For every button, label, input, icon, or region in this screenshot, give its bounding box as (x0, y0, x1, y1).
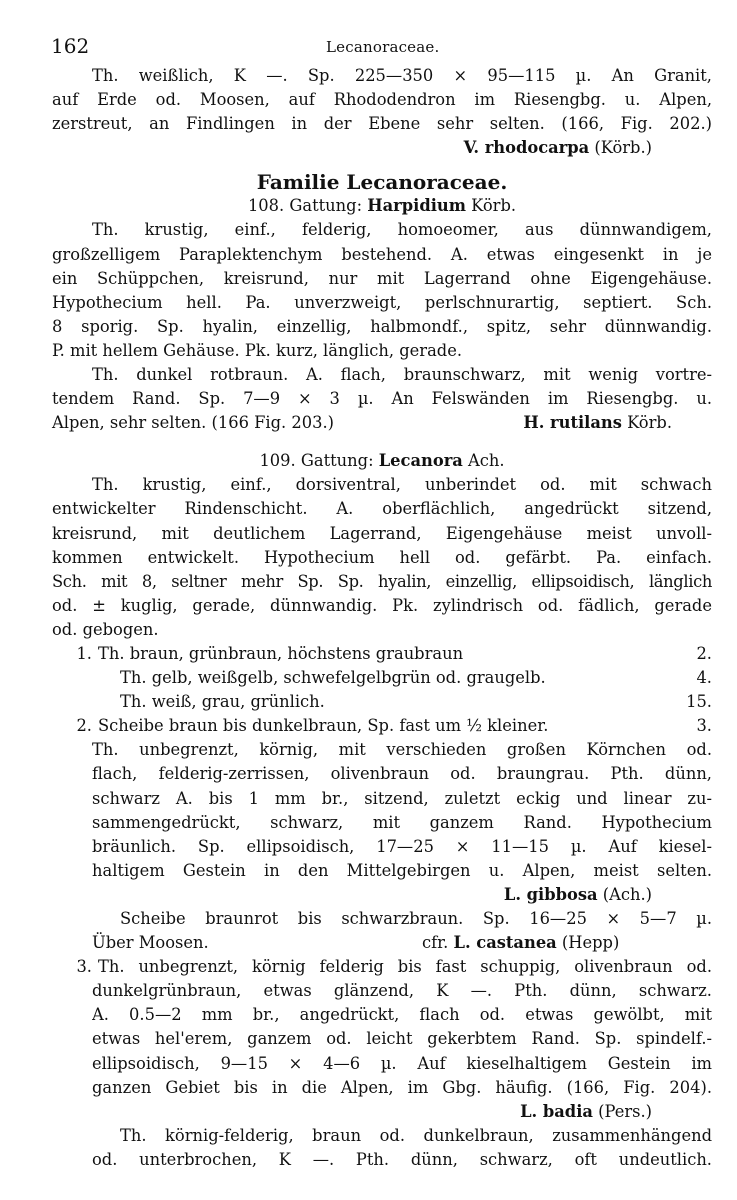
text-line: ein Schüppchen, kreisrund, nur mit Lagerrand ohne Eigengehäuse. (52, 268, 712, 288)
text-line: od. unterbrochen, K —. Pth. dünn, schwarz, oft undeutlich. (92, 1149, 712, 1169)
text-line: od. gebogen. (52, 619, 159, 639)
text-line: auf Erde od. Moosen, auf Rhododendron im Riesengbg. u. Alpen, (52, 90, 712, 110)
species-name-line: L. badia (Pers.) (52, 1100, 712, 1124)
genus-name: Harpidium (367, 196, 466, 216)
genus-heading-108: 108. Gattung: Harpidium Körb. (52, 194, 712, 218)
genus-name: Lecanora (378, 451, 463, 471)
key-number: 1. (76, 643, 92, 663)
text-line: dunkelgrünbraun, etwas glänzend, K —. Pth. dünn, schwarz. (92, 981, 712, 1001)
species-name: L. gibbosa (503, 884, 598, 904)
text-line: P. mit hellem Gehäuse. Pk. kurz, länglich, gerade. (52, 340, 463, 360)
genus-heading-109: 109. Gattung: Lecanora Ach. (52, 435, 712, 473)
page-number: 162 (51, 34, 90, 58)
key-reference: 15. (686, 692, 712, 712)
text-line: flach, felderig-zerrissen, olivenbraun od. braungrau. Pth. dünn, (92, 764, 712, 784)
key-entry-3: 3. Th. unbegrenzt, körnig felderig bis fast schuppig, olivenbraun od. (52, 955, 712, 979)
text-line: Th. weißlich, K —. Sp. 225—350 × 95—115 µ. An Granit, (92, 66, 712, 85)
text-line: Scheibe braunrot bis schwarzbraun. Sp. 16—25 × 5—7 µ. (120, 909, 712, 928)
key-reference: 2. (696, 643, 712, 663)
text-line: zerstreut, an Findlingen in der Ebene sehr selten. (166, Fig. 202.) (52, 114, 712, 134)
species-name: V. rhodocarpa (463, 138, 590, 158)
text-line: od. ± kuglig, gerade, dünnwandig. Pk. zylindrisch od. fädlich, gerade (52, 595, 712, 615)
text-line: Hypothecium hell. Pa. unverzweigt, perlschnurartig, septiert. Sch. (52, 292, 712, 312)
text-line: haltigem Gestein in den Mittelgebirgen u. Alpen, meist selten. (92, 860, 712, 880)
text-line: Sch. mit 8, seltner mehr Sp. Sp. hyalin, einzellig, ellipsoidisch, länglich (52, 571, 712, 591)
text-line: A. 0.5—2 mm br., angedrückt, flach od. etwas gewölbt, mit (92, 1005, 712, 1025)
text-line: tendem Rand. Sp. 7—9 × 3 µ. An Felswänden im Riesengbg. u. (52, 389, 712, 409)
text-line: ellipsoidisch, 9—15 × 4—6 µ. Auf kieselhaltigem Gestein im (92, 1053, 712, 1073)
key-number: 2. (76, 716, 92, 736)
key-reference: 3. (696, 716, 712, 736)
species-name: L. castanea (453, 933, 557, 953)
text-line: Über Moosen. cfr. L. castanea (Hepp) (52, 931, 712, 955)
page-header (51, 34, 691, 60)
text-line: Th. körnig-felderig, braun od. dunkelbraun, zusammenhängend (120, 1125, 712, 1145)
page-body (52, 64, 712, 1172)
key-entry-2: 2. Scheibe braun bis dunkelbraun, Sp. fast um ½ kleiner. 3. (52, 714, 712, 738)
running-head: Lecanoraceae. (326, 38, 440, 56)
species-name-line: L. gibbosa (Ach.) (52, 883, 712, 907)
key-reference: 4. (696, 668, 712, 688)
species-name: L. badia (520, 1101, 593, 1121)
key-number: 3. (76, 957, 92, 977)
key-entry-1: 1. Th. braun, grünbraun, höchstens graubraun 2. (52, 642, 712, 666)
text-line: Alpen, sehr selten. (166 Fig. 203.) H. rutilans Körb. (52, 411, 712, 435)
text-line: Th. unbegrenzt, körnig, mit verschieden großen Körnchen od. (92, 740, 712, 760)
text-line: Th. krustig, einf., dorsiventral, unberindet od. mit schwach (92, 475, 712, 495)
text-line: entwickelter Rindenschicht. A. oberflächlich, angedrückt sitzend, (52, 499, 712, 519)
key-entry-1b: Th. gelb, weißgelb, schwefelgelbgrün od. graugelb. 4. (52, 666, 712, 690)
text-line: kommen entwickelt. Hypothecium hell od. gefärbt. Pa. einfach. (52, 547, 712, 567)
text-line: großzelligem Paraplektenchym bestehend. A. etwas eingesenkt in je (52, 244, 712, 264)
text-line: schwarz A. bis 1 mm br., sitzend, zuletzt eckig und linear zu- (92, 788, 712, 808)
key-entry-1c: Th. weiß, grau, grünlich. 15. (52, 690, 712, 714)
species-name-line: V. rhodocarpa (Körb.) (52, 136, 712, 160)
text-line: kreisrund, mit deutlichem Lagerrand, Eigengehäuse meist unvoll- (52, 523, 712, 543)
text-line: Th. krustig, einf., felderig, homoeomer, aus dünnwandigem, (92, 220, 712, 240)
text-line: etwas hel'erem, ganzem od. leicht gekerbtem Rand. Sp. spindelf.- (92, 1029, 712, 1049)
family-heading: Familie Lecanoraceae. (256, 170, 508, 195)
species-name: H. rutilans (523, 413, 622, 433)
text-line: bräunlich. Sp. ellipsoidisch, 17—25 × 11—15 µ. Auf kiesel- (92, 836, 712, 856)
text-line: Th. dunkel rotbraun. A. flach, braunschwarz, mit wenig vortre- (92, 365, 712, 385)
text-line: ganzen Gebiet bis in die Alpen, im Gbg. häufig. (166, Fig. 204). (92, 1077, 712, 1097)
text-line: sammengedrückt, schwarz, mit ganzem Rand. Hypothecium (92, 812, 712, 832)
text-line: 8 sporig. Sp. hyalin, einzellig, halbmondf., spitz, sehr dünnwandig. (52, 316, 712, 336)
